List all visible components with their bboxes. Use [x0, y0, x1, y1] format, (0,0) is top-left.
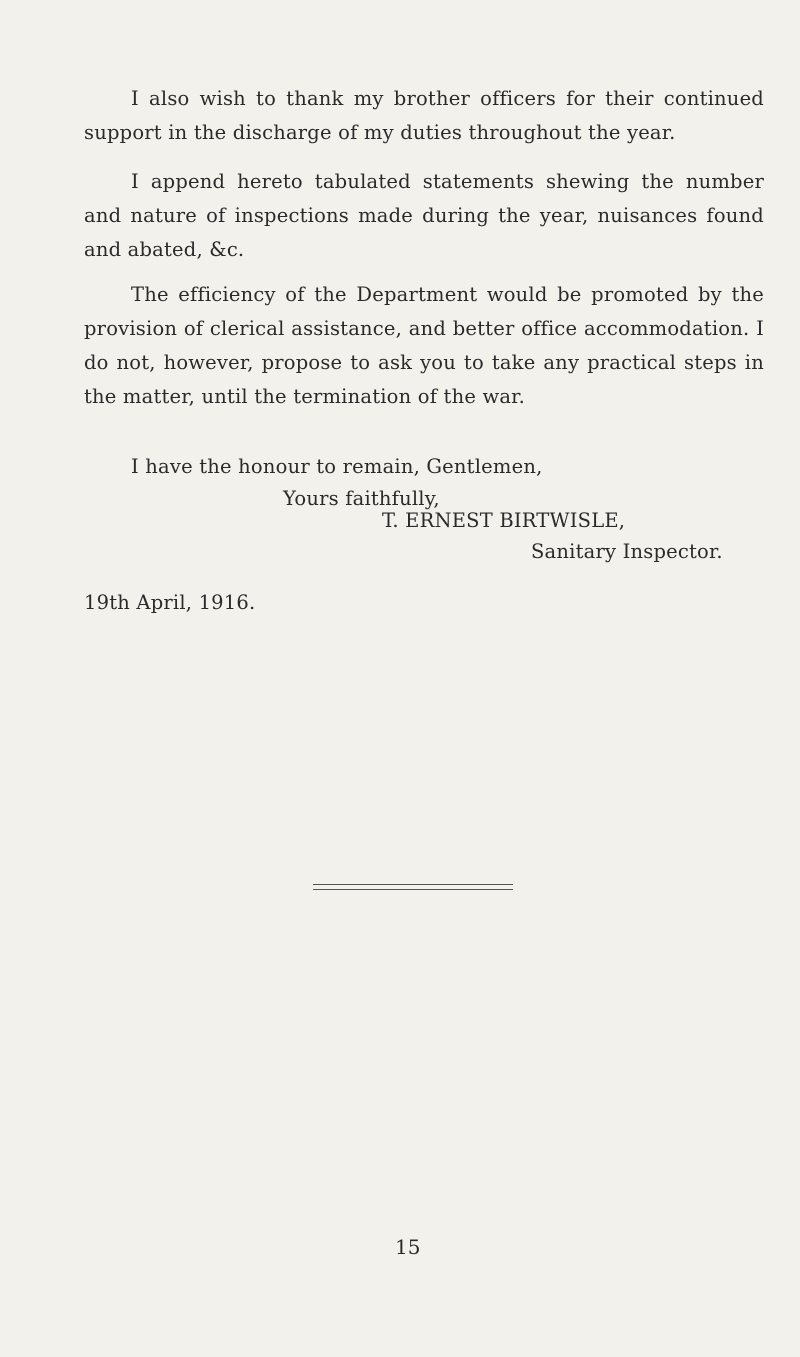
signer-name: T. ERNEST BIRTWISLE, [382, 509, 626, 532]
paragraph-statements: I append hereto tabulated statements shewing the number and nature of inspections made during the year, nuisances found and abated, &c. [84, 170, 764, 261]
valediction: Yours faithfully, [283, 487, 440, 510]
paragraph-efficiency: The efficiency of the Department would be promoted by the provision of clerical assistance, and better office accommodation. I do not, however, propose to ask you to take any practical steps in the matter, until the termination of the war. [84, 283, 764, 408]
closing-line: I have the honour to remain, Gentlemen, [131, 455, 543, 478]
signer-title: Sanitary Inspector. [531, 540, 723, 563]
paragraph-thanks: I also wish to thank my brother officers for their continued support in the discharge of my duties throughout the year. [84, 87, 764, 144]
letter-date: 19th April, 1916. [84, 591, 256, 614]
page-number: 15 [395, 1235, 421, 1259]
divider-rule-secondary [313, 889, 513, 890]
divider-rule [313, 884, 513, 885]
